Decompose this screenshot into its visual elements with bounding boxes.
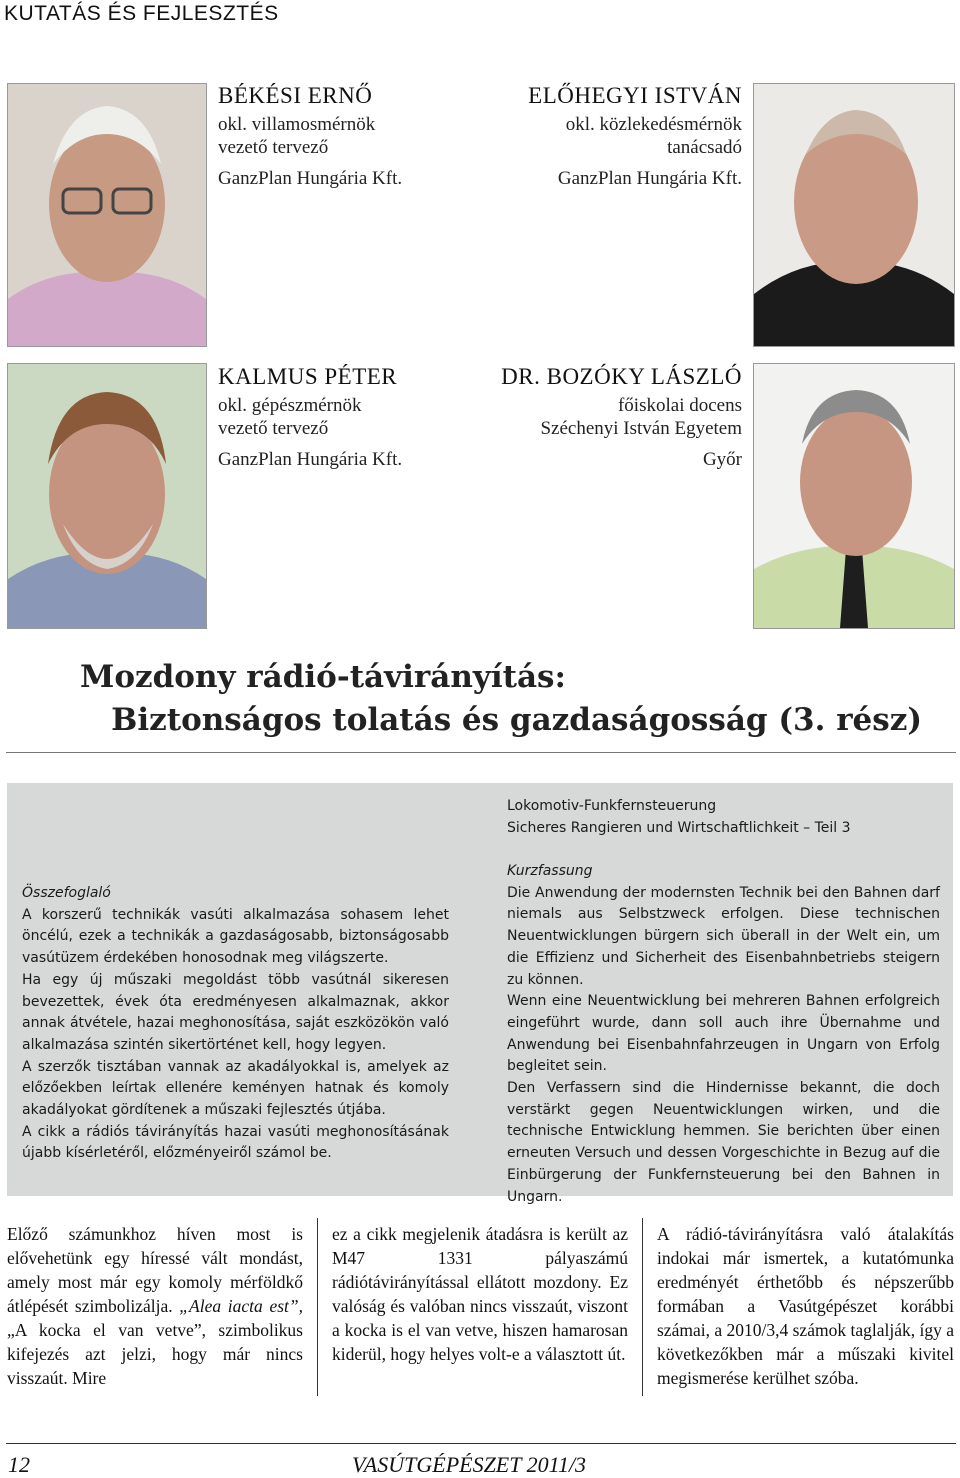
portrait-icon [754,364,954,628]
abstract-german [507,861,940,1208]
body-column-1 [7,1222,303,1390]
abstract-german-titles [507,796,947,839]
page-number: 12 [8,1452,30,1477]
abstract-paragraph: Den Verfassern sind die Hindernisse bekannt, die doch verstärkt gegen Neuentwicklungen wirken, und die technische Entwicklung hemmen. Sie berichten über einen erneuten Versuch und dessen Vorgeschichte in Bezug auf die Einbürgerung der Funkfernsteuerung bei den Bahnen in Ungarn. [507,1080,940,1205]
author-company: GanzPlan Hungária Kft. [218,168,403,189]
author-company: GanzPlan Hungária Kft. [557,168,742,189]
author-kalmus [218,365,402,471]
author-company: Győr [702,449,742,470]
author-name: BÉKÉSI ERNŐ [218,83,373,108]
abstract-paragraph: A korszerű technikák vasúti alkalmazása sohasem lehet öncélú, ezek a technikák a gazdaságosabb, biztonságosabb vasútüzem érdekében honosodnak meg világszerte. [22,906,449,967]
author-line: vezető tervező [218,418,329,439]
abstract-hungarian [22,883,449,1165]
author-elohegyi [528,84,742,190]
abstract-paragraph: Ha egy új műszaki megoldást több vasútnál sikeresen bevezettek, évek óta eredményesen alkalmaznak, akkor annak átvétele, hazai meghonosítása, saját eszközökön való alkalmazása szintén sikertörténet kell, hogy legyen. [22,971,449,1053]
author-name: DR. BOZÓKY LÁSZLÓ [501,364,742,389]
author-line: okl. villamosmérnök [218,114,376,135]
article-title-line2: Biztonságos tolatás és gazdaságosság (3. rész) [111,702,922,738]
abstract-heading: Kurzfassung [507,863,593,879]
abstract-paragraph: Wenn eine Neuentwicklung bei mehreren Bahnen erfolgreich eingeführt wurde, dann soll auch ihre Übernahme und Anwendung bei Eisenbahnfahrzeugen in Ungarn von Erfolg begleitet sein. [507,993,940,1075]
author-line: főiskolai docens [617,395,742,416]
author-line: vezető tervező [218,137,329,158]
footer-rule [6,1443,956,1444]
author-bozoky [501,365,742,471]
journal-issue: VASÚTGÉPÉSZET 2011/3 [352,1452,587,1477]
column-divider [642,1218,643,1396]
abstract-paragraph: A szerzők tisztában vannak az akadályokkal is, amelyek az előzőekben leírtak ellenére keményen hatnak és komoly akadályokat gördítenek a műszaki fejlesztés útjába. [22,1058,449,1119]
author-photo-kalmus [7,363,207,629]
german-title: Lokomotiv-Funkfernsteuerung [507,798,717,814]
portrait-icon [754,84,954,346]
author-name: ELŐHEGYI ISTVÁN [528,83,742,108]
article-title-line1: Mozdony rádió-távirányítás: [80,659,566,695]
body-text: „A kocka el van vetve”, szimbolikus kifejezés azt jelzi, hogy már nincs visszaút. Mire [7,1320,303,1388]
german-subtitle: Sicheres Rangieren und Wirtschaftlichkeit – Teil 3 [507,819,851,836]
author-line: Széchenyi István Egyetem [540,418,742,439]
body-text: Előző számunkhoz híven most is elővehetünk egy híressé vált mondást, amely most már egy komoly mérföldkő átlépését szimbolizálja. [7,1224,303,1316]
portrait-icon [8,364,206,628]
author-line: tanácsadó [667,137,742,158]
author-bekesi [218,84,402,190]
column-divider [317,1218,318,1396]
latin-quote: „Alea iacta est”, [179,1296,303,1316]
abstract-paragraph: Die Anwendung der modernsten Technik bei den Bahnen darf niemals aus Selbstzweck erfolgen. Diese technischen Neuentwicklungen bürgern sich überall in der Welt ein, um die Effizienz und Sicherheit des Eisenbahnbetriebs steigern zu können. [507,884,940,988]
author-photo-bozoky [753,363,955,629]
title-rule [6,752,956,753]
portrait-icon [8,84,206,346]
author-photo-bekesi [7,83,207,347]
author-company: GanzPlan Hungária Kft. [218,449,403,470]
section-title: KUTATÁS ÉS FEJLESZTÉS [4,2,279,25]
body-column-3 [657,1222,954,1390]
abstract-heading: Összefoglaló [22,885,111,901]
body-text: A rádió-távirányításra való átalakítás indokai már ismertek, a kutatómunka eredményét érthetőbb és népszerűbb formában a Vasútgépészet korábbi számai, a 2010/3,4 számok taglalják, így a következőkben már a műszaki kivitel megismerése kerülhet szóba. [657,1224,954,1388]
body-text: ez a cikk megjelenik átadásra is került az M47 1331 pályaszámú rádiótávirányítással ellátott mozdony. Ez valóság és valóban nincs visszaút, viszont a kocka is el van vetve, hiszen hamarosan kiderül, hogy helyes volt-e a választott út. [332,1224,628,1364]
abstract-paragraph: A cikk a rádiós távirányítás hazai vasúti meghonosításának újabb kísérletéről, előzményeiről számol be. [22,1123,449,1162]
author-photo-elohegyi [753,83,955,347]
author-line: okl. gépészmérnök [218,395,362,416]
author-name: KALMUS PÉTER [218,364,398,389]
author-line: okl. közlekedésmérnök [565,114,742,135]
body-column-2 [332,1222,628,1366]
